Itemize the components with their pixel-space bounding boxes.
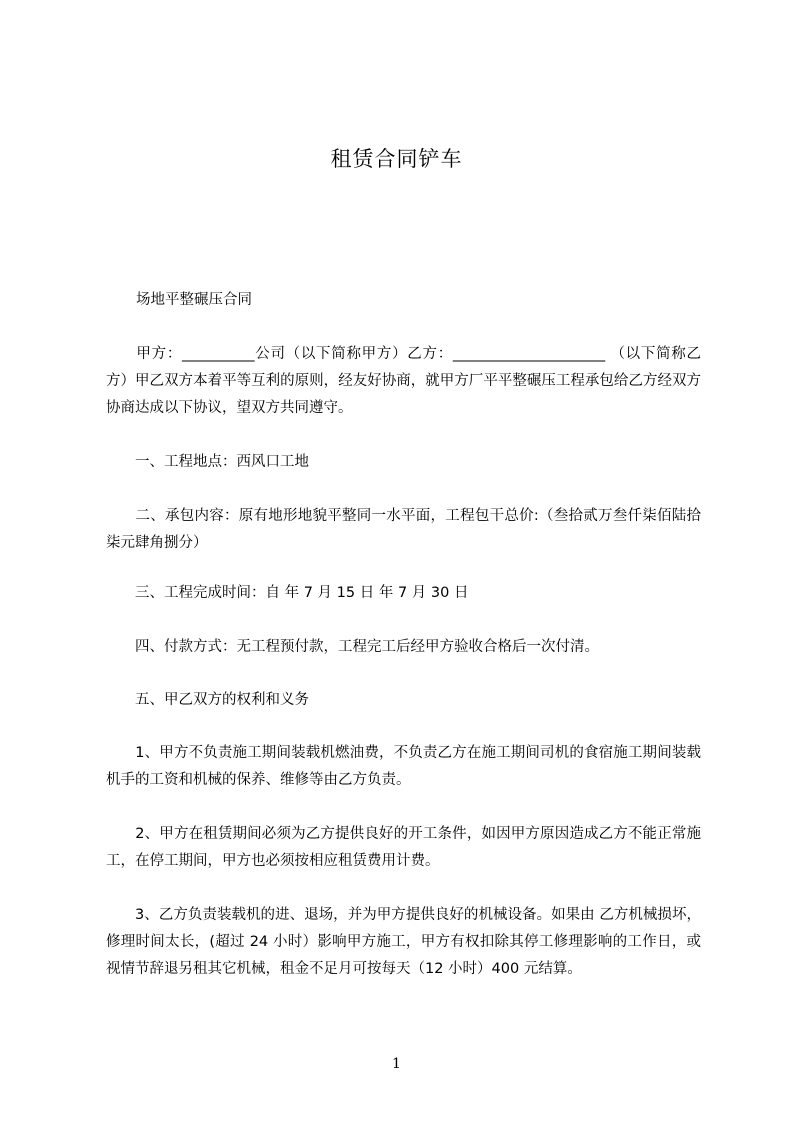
paragraph-clause-2: 2、甲方在租赁期间必须为乙方提供良好的开工条件，如因甲方原因造成乙方不能正常施工，在停工期间，甲方也必须按相应租赁费用计费。 (106, 826, 701, 869)
page-number: 1 (392, 1056, 401, 1072)
paragraph-parties: 甲方：__________公司（以下简称甲方）乙方：_____________________ （以下简称乙方）甲乙双方本着平等互利的原则，经友好协商，就甲方厂平平整碾压工程承包给乙方经双方协商达成以下协议，望双方共同遵守。 (106, 346, 701, 416)
paragraph-schedule: 三、工程完成时间：自 年 7 月 15 日 年 7 月 30 日 (106, 585, 469, 601)
document-subtitle: 场地平整碾压合同 (136, 292, 252, 308)
paragraph-clause-1: 1、甲方不负责施工期间装载机燃油费，不负责乙方在施工期间司机的食宿施工期间装载机手的工资和机械的保养、维修等由乙方负责。 (106, 745, 701, 788)
paragraph-rights-heading: 五、甲乙双方的权利和义务 (106, 692, 309, 708)
paragraph-location: 一、工程地点：西风口工地 (106, 454, 309, 470)
document-title: 租赁合同铲车 (330, 147, 463, 171)
paragraph-clause-3: 3、乙方负责装载机的进、退场，并为甲方提供良好的机械设备。如果由 乙方机械损坏，修理时间太长，(超过 24 小时）影响甲方施工，甲方有权扣除其停工修理影响的工作日，或视情节辞退另租其它机械，租金不足月可按每天（12 小时）400 元结算。 (106, 907, 701, 977)
paragraph-scope: 二、承包内容：原有地形地貌平整同一水平面，工程包干总价:（叁拾贰万叁仟柒佰陆拾柒元肆角捌分） (106, 508, 701, 551)
paragraph-payment: 四、付款方式：无工程预付款，工程完工后经甲方验收合格后一次付清。 (106, 639, 599, 655)
